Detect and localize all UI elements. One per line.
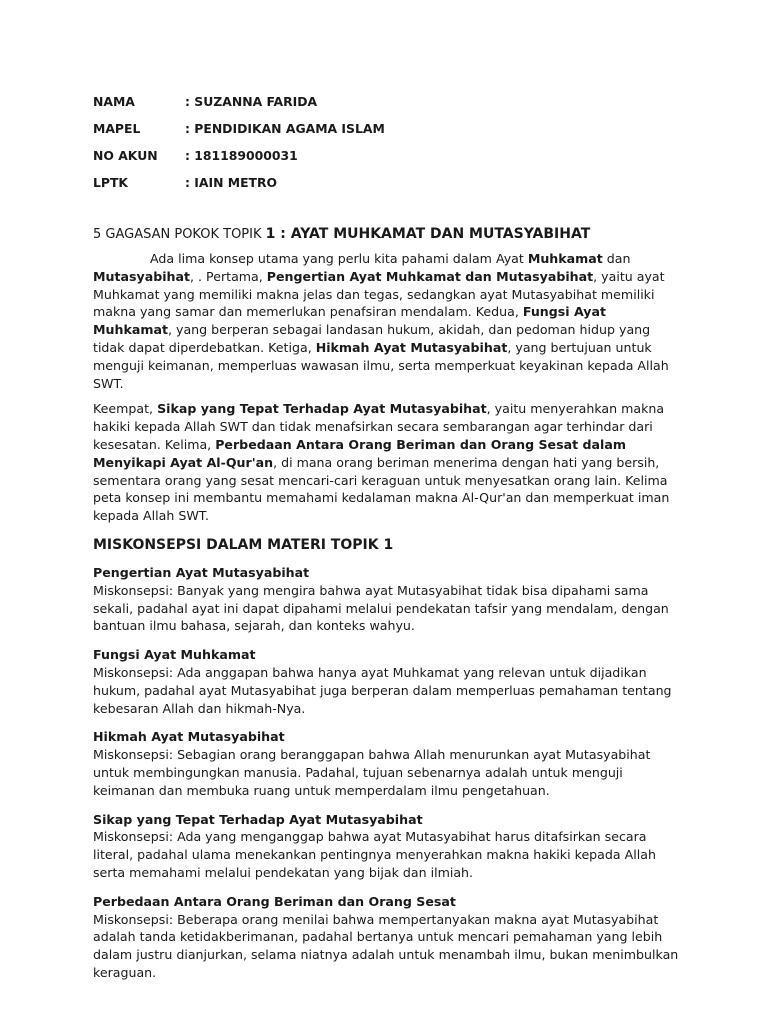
- bold-run: Sikap yang Tepat Terhadap Ayat Mutasyabihat: [157, 401, 487, 417]
- topic-prefix: 5 GAGASAN POKOK TOPIK: [93, 227, 266, 242]
- misconception-title: Pengertian Ayat Mutasyabihat: [93, 564, 310, 580]
- topic-title: 1 : AYAT MUHKAMAT DAN MUTASYABIHAT: [265, 226, 591, 242]
- info-row-no-akun: [93, 142, 683, 169]
- text-run: , yang bertujuan untuk menguji keimanan, memperluas wawasan ilmu, serta memperkuat keyakinan kepada Allah SWT.: [93, 339, 669, 391]
- misconception-title: Fungsi Ayat Muhkamat: [93, 647, 256, 663]
- info-value: : SUZANNA FARIDA: [185, 94, 318, 109]
- paragraph-intro: [93, 250, 683, 392]
- document-page: [93, 88, 683, 982]
- bold-run: Hikmah Ayat Mutasyabihat: [315, 339, 508, 355]
- misconception-item: [93, 564, 683, 635]
- text-run: dan: [602, 251, 631, 266]
- topic-heading: [93, 226, 683, 242]
- misconception-title: Perbedaan Antara Orang Beriman dan Orang Sesat: [93, 893, 456, 909]
- misconception-item: [93, 728, 683, 799]
- text-run: , yaitu menyerahkan makna hakiki kepada Allah SWT dan tidak menafsirkan secara sembarangan agar terhindar dari kesesatan. Kelima,: [93, 401, 665, 452]
- misconception-title: Sikap yang Tepat Terhadap Ayat Mutasyabihat: [93, 811, 423, 827]
- misconception-text: Miskonsepsi: Sebagian orang beranggapan bahwa Allah menurunkan ayat Mutasyabihat untuk membingungkan manusia. Padahal, tujuan sebenarnya adalah untuk menguji keimanan dan membuka ruang untuk memperdalam ilmu pengetahuan.: [93, 747, 651, 798]
- info-row-lptk: [93, 169, 683, 196]
- text-run: , . Pertama,: [190, 268, 267, 284]
- text-run: , yang berperan sebagai landasan hukum, akidah, dan pedoman hidup yang tidak dapat diperdebatkan. Ketiga,: [93, 322, 651, 355]
- info-row-nama: [93, 88, 683, 115]
- info-row-mapel: [93, 115, 683, 142]
- info-label: NAMA: [93, 94, 135, 109]
- misconception-item: [93, 646, 683, 717]
- misconceptions-heading: MISKONSEPSI DALAM MATERI TOPIK 1: [93, 536, 394, 553]
- text-run: Ada lima konsep utama yang perlu kita pahami dalam Ayat: [150, 251, 528, 266]
- misconception-text: Miskonsepsi: Beberapa orang menilai bahwa mempertanyakan makna ayat Mutasyabihat adalah tanda ketidakberimanan, padahal bertanya untuk mencari pemahaman yang lebih dalam justru dianjurkan, selama niatnya adalah untuk menambah ilmu, bukan menimbulkan keraguan.: [93, 911, 679, 980]
- misconception-item: [93, 811, 683, 882]
- misconception-title: Hikmah Ayat Mutasyabihat: [93, 729, 285, 745]
- info-value: : IAIN METRO: [185, 175, 278, 190]
- misconception-text: Miskonsepsi: Ada anggapan bahwa hanya ayat Muhkamat yang relevan untuk dijadikan hukum, padahal ayat Mutasyabihat juga berperan dalam memperluas pemahaman tentang kebesaran Allah dan hikmah-Nya.: [93, 664, 672, 716]
- misconception-item: [93, 893, 683, 982]
- bold-run: Fungsi Ayat Muhkamat: [93, 304, 606, 338]
- bold-run: Pengertian Ayat Muhkamat dan Mutasyabihat: [266, 268, 594, 284]
- bold-run: Mutasyabihat: [93, 268, 191, 284]
- text-run: , di mana orang beriman menerima dengan hati yang bersih, sementara orang yang sesat mencari-cari keraguan untuk menyesatkan orang lain. Kelima peta konsep ini membantu memahami kedalaman makna Al-Qur'an dan memperkuat iman kepada Allah SWT.: [93, 454, 670, 524]
- misconception-text: Miskonsepsi: Ada yang menganggap bahwa ayat Mutasyabihat harus ditafsirkan secara literal, padahal ulama menekankan pentingnya menyerahkan makna hakiki kepada Allah serta memahami melalui pendekatan yang bijak dan ilmiah.: [93, 829, 656, 880]
- info-value: : 181189000031: [185, 148, 298, 163]
- text-run: Keempat,: [93, 401, 158, 417]
- text-run: , yaitu ayat Muhkamat yang memiliki makna jelas dan tegas, sedangkan ayat Mutasyabihat memiliki makna yang samar dan memerlukan penafsiran mendalam. Kedua,: [93, 268, 665, 320]
- bold-run: Muhkamat: [527, 251, 603, 266]
- bold-run: Perbedaan Antara Orang Beriman dan Orang Sesat dalam Menyikapi Ayat Al-Qur'an: [93, 436, 626, 470]
- info-label: LPTK: [93, 175, 129, 190]
- info-table: [93, 88, 683, 196]
- info-value: : PENDIDIKAN AGAMA ISLAM: [185, 121, 385, 136]
- paragraph-second: [93, 400, 683, 525]
- misconception-text: Miskonsepsi: Banyak yang mengira bahwa ayat Mutasyabihat tidak bisa dipahami sama sekali, padahal ayat ini dapat dipahami melalui pendekatan tafsir yang mendalam, dengan bantuan ilmu bahasa, sejarah, dan konteks wahyu.: [93, 582, 669, 634]
- info-label: MAPEL: [93, 121, 141, 136]
- info-label: NO AKUN: [93, 148, 158, 163]
